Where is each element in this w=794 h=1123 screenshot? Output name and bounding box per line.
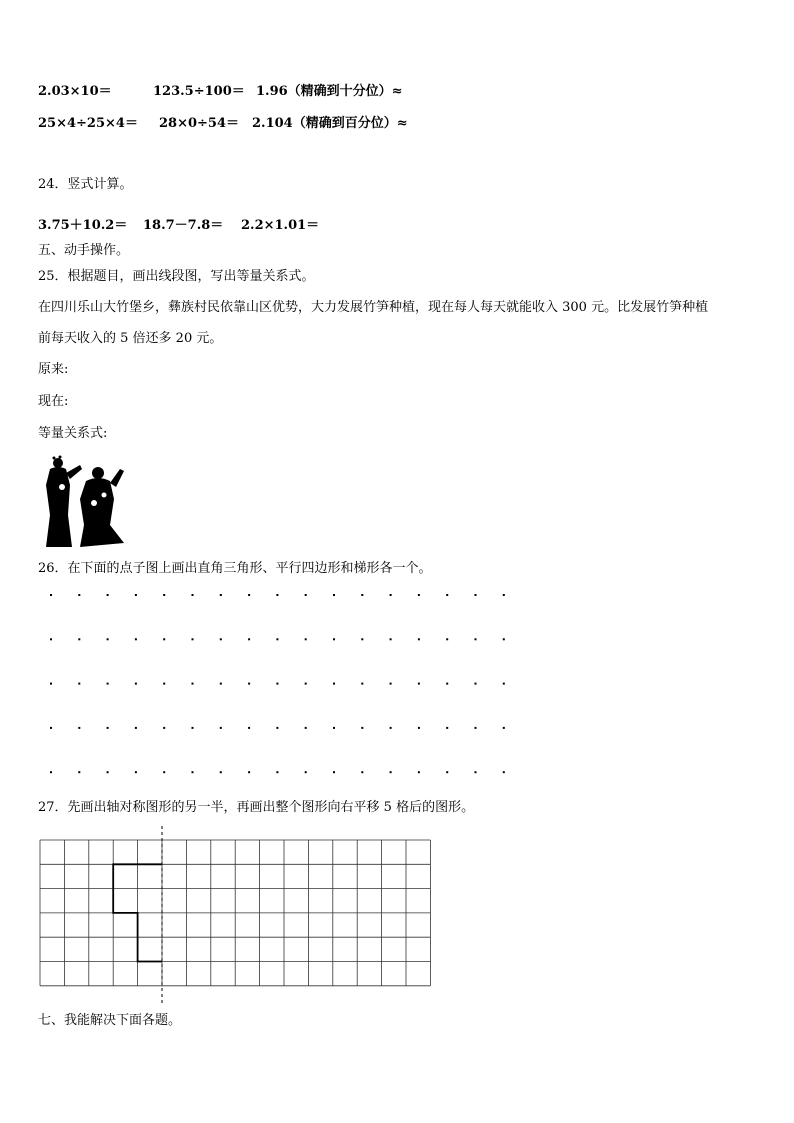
calc-item: 18.7－7.8＝: [143, 218, 224, 233]
calc-item: 25×4÷25×4＝: [38, 116, 138, 131]
section-7-title: 七、我能解决下面各题。: [38, 1013, 182, 1028]
label-equation: 等量关系式:: [38, 426, 108, 441]
label-before: 原来:: [38, 362, 69, 377]
question-25-title: 25．根据题目，画出线段图，写出等量关系式。: [38, 269, 315, 284]
question-25-text-1: 在四川乐山大竹堡乡，彝族村民依靠山区优势，大力发展竹笋种植，现在每人每天就能收入 300 元。比发展竹笋种植: [38, 300, 709, 315]
question-25-text-2: 前每天收入的 5 倍还多 20 元。: [38, 331, 223, 346]
calc-item: 1.96（精确到十分位）≈: [256, 84, 403, 99]
calc-item: 2.104（精确到百分位）≈: [252, 116, 408, 131]
question-26-title: 26．在下面的点子图上画出直角三角形、平行四边形和梯形各一个。: [38, 561, 432, 576]
calc-item: 2.03×10＝: [38, 84, 112, 99]
calc-item: 123.5÷100＝: [153, 84, 245, 99]
calc-item: 3.75＋10.2＝: [38, 218, 128, 233]
calc-item: 28×0÷54＝: [159, 116, 240, 131]
question-27-title: 27．先画出轴对称图形的另一半，再画出整个图形向右平移 5 格后的图形。: [38, 800, 475, 815]
label-now: 现在:: [38, 394, 69, 409]
calc-item: 2.2×1.01＝: [241, 218, 320, 233]
section-5-title: 五、动手操作。: [38, 243, 130, 258]
question-24-title: 24．竖式计算。: [38, 177, 133, 192]
